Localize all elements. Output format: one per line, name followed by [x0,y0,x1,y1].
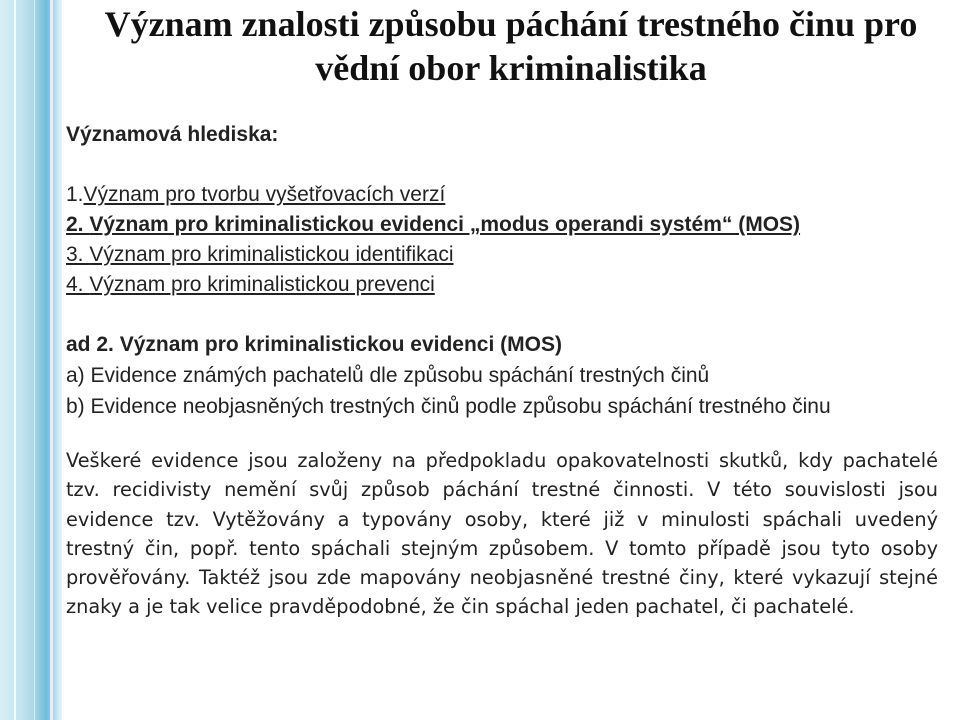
list-item-link[interactable]: Význam pro kriminalistickou prevenci [89,273,435,296]
evidence-paragraph: Veškeré evidence jsou založeny na předpokladu opakovatelnosti skutků, kdy pachatelé tzv. recidivisty nemění svůj způsob páchání trestné činnosti. V této souvislosti jsou evidence tzv. Vytěžovány a typovány osoby, které již v minulosti spáchali uvedený trestný čin, popř. tento spáchali stejným způsobem. V tomto případě jsou tyto osoby prověřovány. Taktéž jsou zde mapovány neobjasněné trestné činy, které vykazují stejné znaky a je tak velice pravděpodobné, že čin spáchal jeden pachatel, či pachatelé. [66,449,938,619]
list-item [66,180,938,210]
significance-list [66,180,938,300]
left-decorative-band [0,0,62,720]
slide-title-line-2: vědní obor kriminalistika [315,48,707,88]
list-item [66,270,938,300]
list-item-number: 3. [66,243,90,266]
list-item-number: 2. [66,213,90,236]
list-item [66,240,938,270]
slide-title [66,2,956,90]
slide-title-line-1: Význam znalosti způsobu páchání trestného činu pro [104,4,918,44]
list-item-number: 4. [66,273,90,296]
list-item-number: 1. [66,183,84,206]
list-item-link[interactable]: Význam pro tvorbu vyšetřovacích verzí [83,183,446,206]
band-stripe [34,0,35,720]
list-item [66,210,938,240]
section-heading: Významová hlediska: [66,123,279,146]
mos-line-a: a) Evidence známých pachatelů dle způsobu spáchání trestných činů [66,364,710,387]
list-item-link[interactable]: Význam pro kriminalistickou identifikaci [89,243,454,266]
mos-section-title: ad 2. Význam pro kriminalistickou evidenci (MOS) [66,333,562,356]
band-stripe [50,0,53,720]
band-stripe [14,0,16,720]
list-item-link[interactable]: Význam pro kriminalistickou evidenci „modus operandi systém“ (MOS) [89,213,801,236]
mos-section [66,330,938,422]
mos-line-b: b) Evidence neobjasněných trestných činů podle způsobu spáchání trestného činu [66,395,831,418]
slide-content [66,120,938,622]
